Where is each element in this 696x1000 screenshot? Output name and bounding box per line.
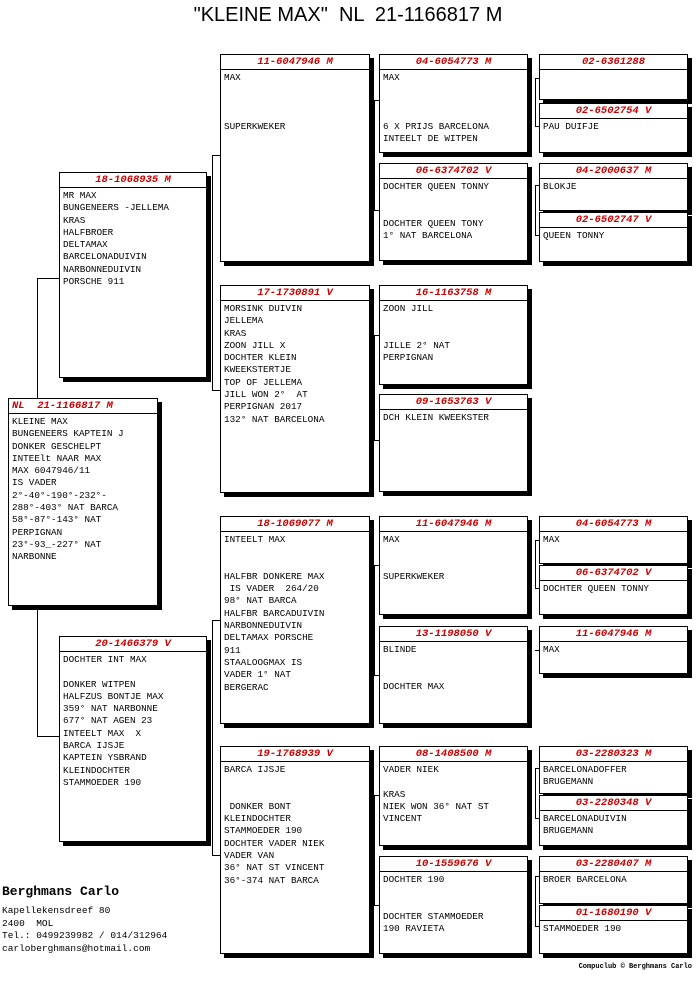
connector-line [37,278,38,398]
card-line: DCH KLEIN KWEEKSTER [383,412,490,423]
card-line: DOCHTER VADER NIEK [224,837,325,849]
card-line: BARCELONADOFFER [543,764,627,775]
card-notes [221,70,369,135]
card-line: DOCHTER QUEEN TONNY [383,181,490,192]
card-line: IS VADER [12,477,57,489]
ring-number: 18-1068935 M [60,173,206,188]
g4-card-8 [539,746,688,794]
ring-number: 03-2280407 M [540,857,687,872]
ring-number: 02-6502754 V [540,104,687,119]
connector-line [535,78,536,126]
ring-number: 11-6047946 M [380,517,527,532]
card-line: INTEELT MAX [224,534,286,545]
dd-sire-card [379,746,528,846]
sire-card [59,172,207,378]
g4-card-4 [539,212,688,262]
dam-dam-card [220,746,370,954]
card-line: 2°-40°-190°-232°- [12,489,107,501]
card-line: JILLE 2° NAT [383,339,450,351]
card-line: STAALOOGMAX IS [224,656,303,668]
card-line: HALFBR DONKERE MAX [224,570,325,582]
card-line: DOCHTER QUEEN TONY [383,217,484,229]
card-notes [540,642,687,658]
card-line: KLEINDOCHTER [224,813,291,825]
card-line: INTEElt NAAR MAX [12,452,102,464]
card-line: BARCELONADUIVIN [63,251,147,263]
blank-line [383,546,524,558]
card-notes [540,179,687,195]
g4-card-6 [539,565,688,615]
card-line: KAPTEIN YSBRAND [63,752,147,764]
card-line: NARBONNE [12,551,57,563]
blank-line [383,193,524,205]
card-line: HALFBROER [63,226,114,238]
card-line: BLINDE [383,644,417,655]
card-line: BERGERAC [224,681,269,693]
card-line: MAX [224,72,241,83]
card-line: PERPIGNAN 2017 [224,401,303,413]
card-line: DELTAMAX PORSCHE [224,632,314,644]
connector-line [535,876,536,926]
card-line: MORSINK DUIVIN [224,303,303,314]
card-line: DOCHTER QUEEN TONNY [543,583,650,594]
g4-card-7 [539,626,688,674]
g4-card-5 [539,516,688,564]
sd-sire-card [379,285,528,385]
card-line: VADER VAN [224,850,275,862]
blank-line [383,886,524,898]
card-line: 190 RAVIETA [383,923,445,935]
card-notes [380,410,527,426]
card-line: 1° NAT BARCELONA [383,230,473,242]
card-line: TOP OF JELLEMA [224,376,303,388]
card-notes [380,532,527,585]
blank-line [383,776,524,788]
card-notes [380,872,527,937]
card-line: PORSCHE 911 [63,276,125,288]
blank-line [383,669,524,681]
card-line: MAX [383,72,400,83]
blank-line [383,84,524,96]
blank-line [224,84,366,96]
blank-line [383,328,524,340]
card-notes [540,119,687,135]
card-line: DONKER WITPEN [63,678,136,690]
card-line: QUEEN TONNY [543,230,605,241]
card-line: 132° NAT BARCELONA [224,413,325,425]
card-line: NIEK WON 36° NAT ST [383,800,490,812]
card-line: BARCELONADUIVIN [543,813,627,824]
card-line: INTEELT DE WITPEN [383,133,478,145]
ring-number: 04-6054773 M [540,517,687,532]
ds-sire-card [379,516,528,615]
card-line: SUPERKWEKER [383,570,445,582]
pedigree-title: "KLEINE MAX" NL 21-1166817 M [193,4,503,26]
ss-sire-card [379,54,528,153]
ring-number: 18-1069077 M [221,517,369,532]
blank-line [383,559,524,571]
card-line: STAMMOEDER 190 [224,825,303,837]
card-line: VINCENT [383,813,423,825]
ring-number: 06-6374702 V [380,164,527,179]
breeder-phone: Tel.: 0499239982 / 014/312964 [2,930,168,941]
dam-sire-card [220,516,370,724]
ring-number: 11-6047946 M [221,55,369,70]
card-line: BLOKJE [543,181,577,192]
card-line: KRAS [224,327,247,339]
breeder-name: Berghmans Carlo [2,884,120,899]
blank-line [224,559,366,571]
card-notes [540,581,687,597]
blank-line [383,206,524,218]
card-line: BUNGENEERS KAPTEIN J [12,428,124,440]
ring-number: 03-2280323 M [540,747,687,762]
ring-number: 01-1680190 V [540,906,687,921]
card-line: KWEEKSTERTJE [224,364,291,376]
connector-line [37,736,61,737]
breeder-street: Kapellekensdreef 80 [2,905,111,916]
subject-card [8,398,158,606]
connector-line [374,565,375,675]
card-line: STAMMOEDER 190 [63,776,142,788]
card-line: KLEINE MAX [12,416,68,427]
card-notes [380,70,527,148]
connector-line [374,335,375,440]
breeder-city: 2400 MOL [2,917,54,929]
card-line: DOCHTER KLEIN [224,352,297,364]
card-line: VADER NIEK [383,764,439,775]
card-notes [380,642,527,695]
card-line: JELLEMA [224,315,264,327]
ring-number: 08-1408500 M [380,747,527,762]
ring-number: 02-6502747 V [540,213,687,228]
card-line: PERPIGNAN [383,352,434,364]
card-line: MAX [543,644,560,655]
ring-number: 13-1198050 V [380,627,527,642]
card-notes [221,762,369,889]
connector-line [374,795,375,905]
card-line: DOCHTER STAMMOEDER [383,910,484,922]
card-line: ZOON JILL [383,303,434,314]
card-line: IS VADER 264/20 [224,583,319,595]
ring-number: 06-6374702 V [540,566,687,581]
dd-dam-card [379,856,528,954]
ring-number: 04-6054773 M [380,55,527,70]
ring-number: 04-2000637 M [540,164,687,179]
card-line: MAX [543,534,560,545]
g4-card-1 [539,54,688,100]
card-line: 288°-403° NAT BARCA [12,502,119,514]
blank-line [224,109,366,121]
card-line: DONKER BONT [224,800,291,812]
card-line: BARCA IJSJE [63,740,125,752]
card-notes [540,872,687,888]
ring-number: 03-2280348 V [540,796,687,811]
ring-number: 09-1653763 V [380,395,527,410]
card-line: MR MAX [63,190,97,201]
blank-line [383,109,524,121]
sire-sire-card [220,54,370,262]
card-line: BRUGEMANN [543,825,594,837]
connector-line [37,278,61,279]
connector-line [535,185,536,235]
card-line: 677° NAT AGEN 23 [63,715,153,727]
card-notes [60,652,206,791]
card-line: ZOON JILL X [224,339,286,351]
card-line: BUNGENEERS -JELLEMA [63,202,170,214]
card-line: 23°-93_-227° NAT [12,538,102,550]
card-line: PERPIGNAN [12,526,63,538]
footer-credit: Compuclub © Berghmans Carlo [578,963,692,971]
sd-dam-card [379,394,528,492]
ring-number: 17-1730891 V [221,286,369,301]
card-notes [540,228,687,244]
card-notes [540,921,687,937]
card-notes [380,762,527,827]
card-line: INTEELT MAX X [63,727,142,739]
card-line: BARCA IJSJE [224,764,286,775]
card-notes [540,811,687,840]
connector-line [37,606,38,736]
card-line: VADER 1° NAT [224,669,291,681]
card-line: DOCHTER INT MAX [63,654,147,665]
card-line: 36° NAT ST VINCENT [224,862,325,874]
g4-card-2 [539,103,688,153]
card-line: NARBONNEDUIVIN [63,263,142,275]
card-notes [540,762,687,791]
blank-line [383,97,524,109]
blank-line [383,899,524,911]
ring-number: 19-1768939 V [221,747,369,762]
card-line: 911 [224,644,241,656]
card-notes [9,414,157,566]
card-line: KRAS [63,214,86,226]
card-line: 36°-374 NAT BARCA [224,874,319,886]
ring-number: 10-1559676 V [380,857,527,872]
connector-line [374,100,375,210]
card-line: SUPERKWEKER [224,121,286,133]
g4-card-11 [539,905,688,954]
blank-line [383,315,524,327]
card-notes [221,532,369,696]
card-notes [540,532,687,548]
card-line: DOCHTER 190 [383,874,445,885]
card-line: KRAS [383,788,406,800]
ds-dam-card [379,626,528,724]
card-line: MAX [383,534,400,545]
ring-number: NL 21-1166817 M [9,399,157,414]
card-line: JILL WON 2° AT [224,389,308,401]
blank-line [383,656,524,668]
card-line: NARBONNEDUIVIN [224,620,303,632]
ss-dam-card [379,163,528,261]
breeder-email: carloberghmans@hotmail.com [2,942,151,954]
card-line: 359° NAT NARBONNE [63,703,158,715]
dam-card [59,636,207,842]
card-line: MAX 6047946/11 [12,465,91,477]
card-line: 6 X PRIJS BARCELONA [383,121,490,133]
blank-line [224,546,366,558]
card-line: STAMMOEDER 190 [543,923,622,934]
blank-line [224,97,366,109]
breeder-info [2,884,167,955]
card-line: BROER BARCELONA [543,874,627,885]
blank-line [224,789,366,801]
card-line: DONKER GESCHELPT [12,440,102,452]
card-line: 98° NAT BARCA [224,595,297,607]
card-line: PAU DUIFJE [543,121,599,132]
card-notes [60,188,206,290]
card-line: DELTAMAX [63,239,108,251]
sire-dam-card [220,285,370,493]
connector-line [212,155,213,390]
card-line: 58°-87°-143° NAT [12,514,102,526]
ring-number: 11-6047946 M [540,627,687,642]
card-notes [221,301,369,428]
card-line: HALFZUS BONTJE MAX [63,690,164,702]
connector-line [535,768,536,818]
card-line: BRUGEMANN [543,776,594,788]
g4-card-3 [539,163,688,211]
card-notes [380,179,527,244]
g4-card-9 [539,795,688,846]
blank-line [224,776,366,788]
ring-number: 02-6361288 [540,55,687,70]
ring-number: 20-1466379 V [60,637,206,652]
g4-card-10 [539,856,688,904]
connector-line [212,620,213,855]
card-line: KLEINDOCHTER [63,764,130,776]
card-line: DOCHTER MAX [383,680,445,692]
card-notes [380,301,527,366]
ring-number: 16-1163758 M [380,286,527,301]
card-line [63,666,203,678]
connector-line [535,540,536,588]
card-line: HALFBR BARCADUIVIN [224,607,325,619]
